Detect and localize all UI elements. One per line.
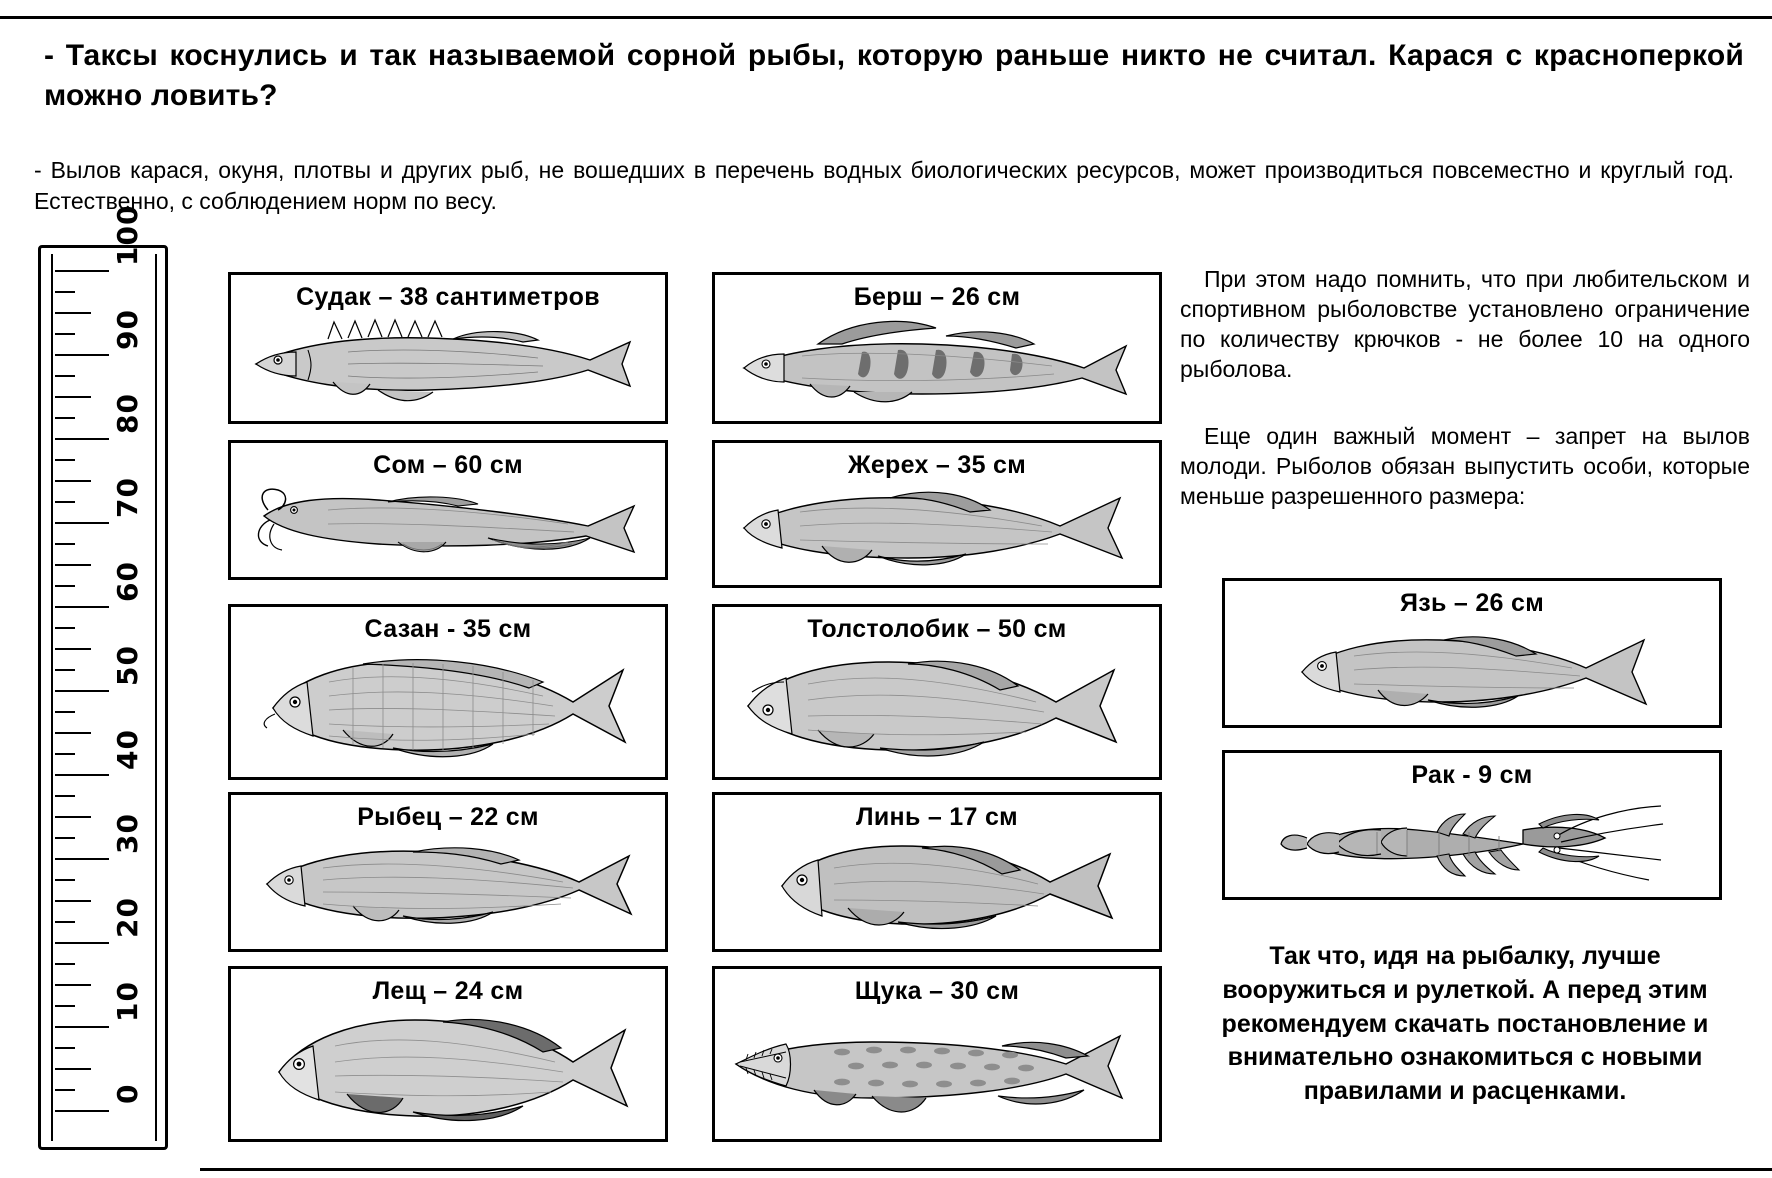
som-illustration xyxy=(238,480,658,566)
fish-card-label: Лещ – 24 см xyxy=(372,977,524,1005)
sazan-illustration xyxy=(243,644,653,764)
ruler-label-60: 60 xyxy=(111,561,144,602)
ruler-tick-minor xyxy=(55,963,75,965)
ruler-tick-5 xyxy=(55,1068,91,1070)
ruler-tick-35 xyxy=(55,816,91,818)
yaz-illustration xyxy=(1262,622,1682,714)
ruler-tick-30 xyxy=(55,858,109,860)
ruler-tick-minor xyxy=(55,291,75,293)
right-paragraph-1 xyxy=(1180,265,1750,385)
tolstolobik-illustration xyxy=(722,644,1152,760)
ruler-tick-20 xyxy=(55,942,109,944)
fish-card-sazan xyxy=(228,604,668,780)
ruler-tick-65 xyxy=(55,564,91,566)
fish-card-lin xyxy=(712,792,1162,952)
right-paragraph-2 xyxy=(1180,422,1750,512)
ruler-tick-minor xyxy=(55,1047,75,1049)
lin-illustration xyxy=(722,832,1152,936)
ruler-label-40: 40 xyxy=(111,729,144,770)
top-divider xyxy=(0,16,1772,19)
ruler-tick-minor xyxy=(55,459,75,461)
ruler-tick-15 xyxy=(55,984,91,986)
ruler-label-80: 80 xyxy=(111,393,144,434)
ruler-tick-minor xyxy=(55,753,75,755)
right-paragraph-2-text: Еще один важный момент – запрет на вылов молоди. Рыболов обязан выпустить особи, которые меньше разрешенного размера: xyxy=(1180,423,1750,509)
ruler-tick-minor xyxy=(55,627,75,629)
ruler-tick-25 xyxy=(55,900,91,902)
fish-card-zherekh xyxy=(712,440,1162,588)
fish-card-tolstolobik xyxy=(712,604,1162,780)
fish-card-label: Язь – 26 см xyxy=(1399,589,1544,617)
ruler-tick-minor xyxy=(55,333,75,335)
ruler-tick-80 xyxy=(55,438,109,440)
fish-card-yaz xyxy=(1222,578,1722,728)
fish-card-label: Сом – 60 см xyxy=(373,451,523,479)
fish-card-label: Щука – 30 см xyxy=(854,977,1020,1005)
ruler-scale xyxy=(38,204,168,1150)
ruler-tick-minor xyxy=(55,501,75,503)
ruler-tick-minor xyxy=(55,543,75,545)
ruler-tick-minor xyxy=(55,837,75,839)
ruler-tick-45 xyxy=(55,732,91,734)
ruler-tick-100 xyxy=(55,270,109,272)
fish-card-label: Толстолобик – 50 см xyxy=(807,615,1067,643)
lesch-illustration xyxy=(243,1006,653,1126)
ruler-tick-minor xyxy=(55,879,75,881)
ruler-tick-50 xyxy=(55,690,109,692)
ruler-body xyxy=(51,204,157,1141)
page-title: - Таксы коснулись и так называемой сорной рыбы, которую раньше никто не считал. Карася с красноперкой можно ловить? xyxy=(44,39,1744,112)
ruler-tick-minor xyxy=(55,669,75,671)
ruler-tick-0 xyxy=(55,1110,109,1112)
ruler-label-30: 30 xyxy=(111,813,144,854)
ruler-label-0: 0 xyxy=(111,1083,144,1104)
fish-card-sudak xyxy=(228,272,668,424)
ruler-tick-90 xyxy=(55,354,109,356)
ruler-label-20: 20 xyxy=(111,897,144,938)
ruler-tick-85 xyxy=(55,396,91,398)
fish-card-label: Рак - 9 см xyxy=(1411,761,1533,789)
right-paragraph-1-text: При этом надо помнить, что при любительском и спортивном рыболовстве установлено ограничение по количеству крючков - не более 10 на одного рыболова. xyxy=(1180,266,1750,382)
ruler-tick-10 xyxy=(55,1026,109,1028)
crayfish-card-rak xyxy=(1222,750,1722,900)
rak-illustration xyxy=(1257,794,1687,888)
ruler-tick-minor xyxy=(55,375,75,377)
ruler-tick-minor xyxy=(55,585,75,587)
ruler-tick-minor xyxy=(55,1089,75,1091)
fish-card-label: Сазан - 35 см xyxy=(364,615,532,643)
ruler-label-50: 50 xyxy=(111,645,144,686)
fish-card-som xyxy=(228,440,668,580)
ruler-label-90: 90 xyxy=(111,309,144,350)
fish-card-rybec xyxy=(228,792,668,952)
ruler-tick-40 xyxy=(55,774,109,776)
intro-paragraph: - Вылов карася, окуня, плотвы и других рыб, не вошедших в перечень водных биологических ресурсов, может производиться повсеместно и круглый год. Естественно, с соблюдением норм по весу. xyxy=(34,157,1734,215)
ruler-tick-minor xyxy=(55,711,75,713)
ruler-label-70: 70 xyxy=(111,477,144,518)
ruler-label-100: 100 xyxy=(111,204,144,266)
ruler-tick-minor xyxy=(55,921,75,923)
fish-card-lesch xyxy=(228,966,668,1142)
rybec-illustration xyxy=(243,832,653,936)
ruler-tick-95 xyxy=(55,312,91,314)
ruler-tick-75 xyxy=(55,480,91,482)
bersh-illustration xyxy=(722,312,1152,408)
closing-paragraph: Так что, идя на рыбалку, лучше вооружиться и рулеткой. А перед этим рекомендуем скачать постановление и внимательно ознакомиться с новыми правилами и расценками. xyxy=(1221,942,1709,1105)
ruler-tick-minor xyxy=(55,1005,75,1007)
ruler-tick-55 xyxy=(55,648,91,650)
fish-card-label: Берш – 26 см xyxy=(853,283,1021,311)
ruler-tick-minor xyxy=(55,417,75,419)
fish-card-schuka xyxy=(712,966,1162,1142)
sudak-illustration xyxy=(238,312,658,407)
ruler-tick-70 xyxy=(55,522,109,524)
ruler-tick-60 xyxy=(55,606,109,608)
schuka-illustration xyxy=(722,1006,1152,1124)
ruler-label-10: 10 xyxy=(111,981,144,1022)
zherekh-illustration xyxy=(722,480,1152,572)
fish-card-label: Судак – 38 сантиметров xyxy=(296,283,600,311)
bottom-divider xyxy=(200,1168,1772,1171)
fish-card-label: Линь – 17 см xyxy=(856,803,1018,831)
fish-card-bersh xyxy=(712,272,1162,424)
ruler-tick-minor xyxy=(55,795,75,797)
fish-card-label: Рыбец – 22 см xyxy=(357,803,539,831)
fish-card-label: Жерех – 35 см xyxy=(847,451,1027,479)
